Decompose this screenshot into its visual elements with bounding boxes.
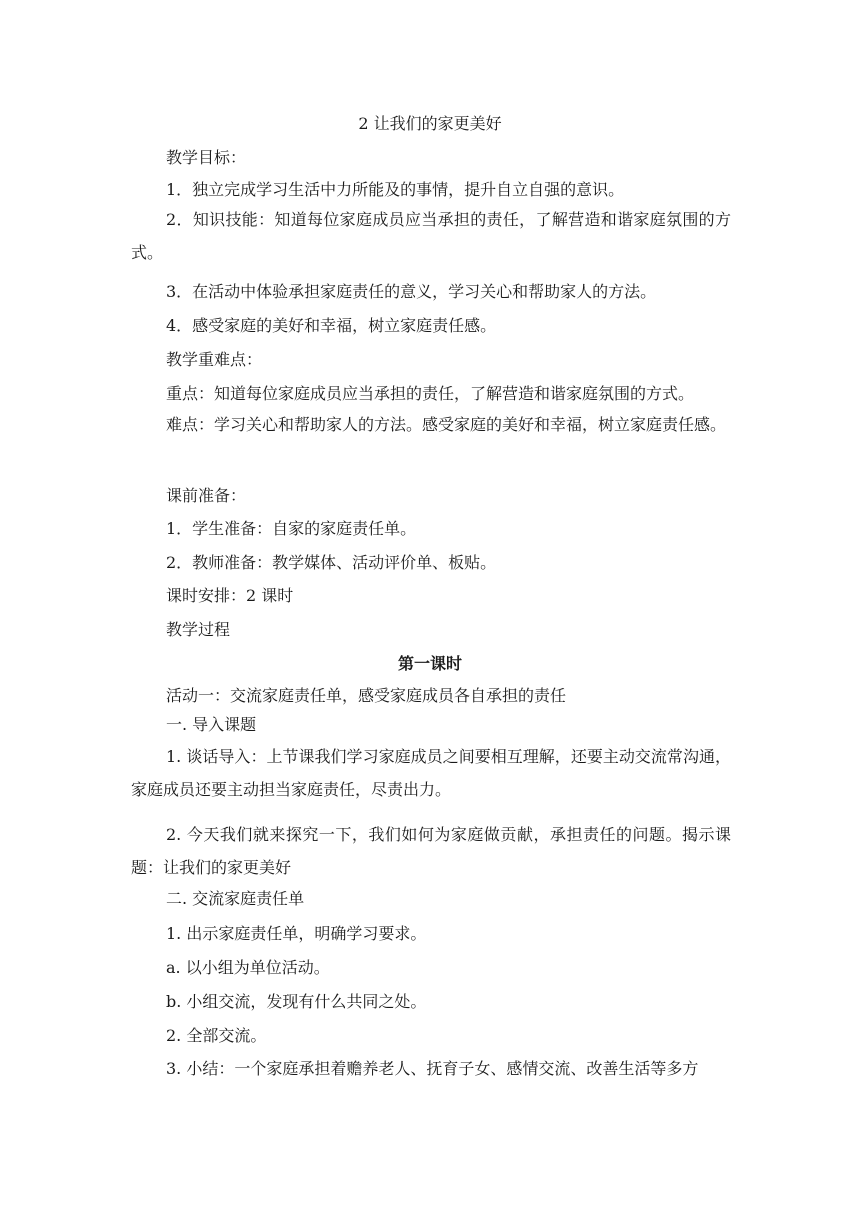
step-item: a. 以小组为单位活动。: [166, 958, 330, 977]
goal-item: 4．感受家庭的美好和幸福，树立家庭责任感。: [166, 316, 497, 335]
goal-item: 3．在活动中体验承担家庭责任的意义，学习关心和帮助家人的方法。: [166, 282, 657, 301]
prep-item: 1．学生准备：自家的家庭责任单。: [166, 519, 417, 538]
activity1-heading: 活动一：交流家庭责任单，感受家庭成员各自承担的责任: [166, 686, 567, 705]
step-item: 1. 出示家庭责任单，明确学习要求。: [166, 924, 427, 943]
goal-item: 1．独立完成学习生活中力所能及的事情，提升自立自强的意识。: [166, 180, 625, 199]
document-title: 2 让我们的家更美好: [358, 114, 502, 133]
step-item: b. 小组交流，发现有什么共同之处。: [166, 992, 427, 1011]
key-heading: 教学重难点：: [166, 350, 263, 369]
section2-heading: 二. 交流家庭责任单: [166, 889, 305, 908]
intro-paragraph: 1. 谈话导入：上节课我们学习家庭成员之间要相互理解，还要主动交流常沟通，家庭成员还要主动担当家庭责任，尽责出力。: [131, 747, 731, 799]
intro-paragraph: 2. 今天我们就来探究一下，我们如何为家庭做贡献，承担责任的问题。揭示课题：让我们的家更美好: [131, 825, 731, 877]
key-point: 重点：知道每位家庭成员应当承担的责任，了解营造和谐家庭氛围的方式。: [166, 384, 695, 403]
lesson1-heading: 第一课时: [397, 654, 462, 673]
difficult-point: 难点：学习关心和帮助家人的方法。感受家庭的美好和幸福，树立家庭责任感。: [166, 415, 727, 434]
goal-item: 2．知识技能：知道每位家庭成员应当承担的责任，了解营造和谐家庭氛围的方式。: [131, 210, 731, 262]
goals-heading: 教学目标：: [166, 148, 247, 167]
prep-heading: 课前准备：: [166, 486, 247, 505]
step-item: 3. 小结：一个家庭承担着赡养老人、抚育子女、感情交流、改善生活等多方: [166, 1059, 699, 1078]
prep-item: 2．教师准备：教学媒体、活动评价单、板贴。: [166, 553, 497, 572]
step-item: 2. 全部交流。: [166, 1026, 267, 1045]
schedule-text: 课时安排：2 课时: [166, 586, 294, 605]
section1-heading: 一. 导入课题: [166, 715, 257, 734]
process-heading: 教学过程: [166, 620, 231, 639]
